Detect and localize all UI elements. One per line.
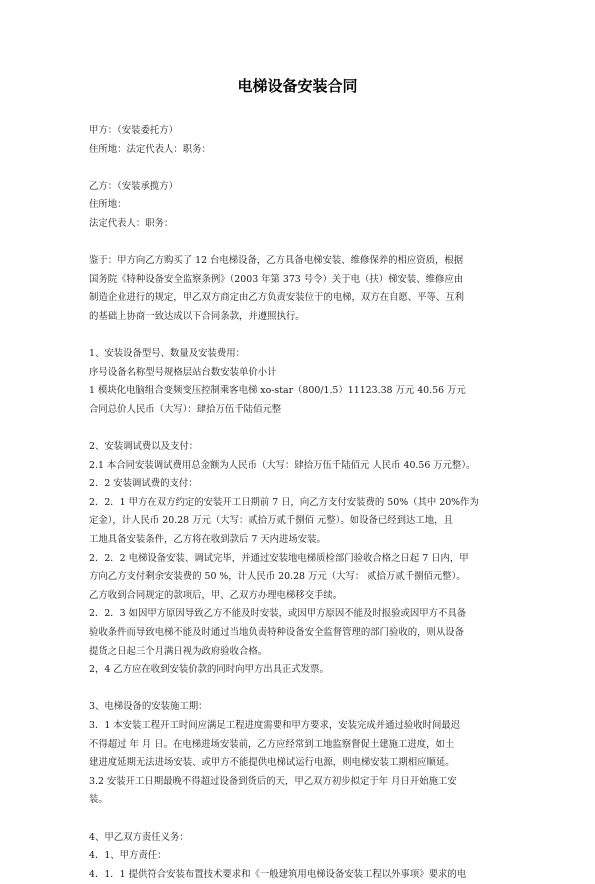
text-line: 不得超过 年 月 日。在电梯进场安装前，乙方应经常到工地监察督促土建施工进度，如土: [89, 738, 455, 750]
text-line: 住所地：: [89, 199, 127, 211]
text-line: 乙方收到合同规定的款项后，甲、乙双方办理电梯移交手续。: [89, 589, 343, 601]
text-line: 住所地：法定代表人：职务：: [89, 143, 211, 155]
text-line: 工地具备安装条件，乙方将在收到款后 7 天内进场安装。: [89, 534, 326, 546]
blank-line: [89, 420, 511, 439]
blank-line: [89, 159, 511, 178]
text-line: 3．1 本安装工程开工时间应满足工程进度需要和甲方要求，安装完成并通过验收时间最迟: [89, 720, 461, 731]
text-line: 的基础上协商一致达成以下合同条款，并遵照执行。: [89, 310, 305, 322]
text-line: 制造企业进行的规定，甲乙双方商定由乙方负责安装位于的电梯，双方在自愿、平等、互利: [89, 292, 465, 304]
text-line: 2.1 本合同安装调试费用总金额为人民币（大写：肆拾万伍千陆佰元 人民币 40.56 万元整）。: [89, 459, 476, 471]
text-line: 验收条件而导致电梯不能及时通过当地负责特种设备安全监督管理的部门验收的，则从设备: [89, 627, 465, 639]
text-line: 甲方：（安装委托方）: [89, 125, 179, 136]
text-line: 3.2 安装开工日期最晚不得超过设备到货后的天，甲乙双方初步拟定于年 月日开始施工安: [89, 775, 457, 787]
text-line: 3、电梯设备的安装施工期：: [89, 701, 208, 713]
blank-line: [89, 680, 511, 699]
text-line: 序号设备名称型号规格层站台数安装单价小计: [89, 366, 277, 378]
text-line: 4．1．1 提供符合安装布置技术要求和《一般建筑用电梯设备安装工程以外事项》要求的电: [89, 868, 467, 880]
blank-line: [89, 327, 511, 346]
text-line: 1 模块化电脑组合变频变压控制乘客电梯 xo-star（800/1.5）11123.38 万元 40.56 万元: [89, 385, 466, 397]
text-line: 定金），计人民币 20.28 万元（大写：贰拾万贰千捌佰 元整）。如设备已经到达工地，且: [89, 515, 453, 527]
blank-line: [89, 810, 511, 829]
text-line: 2．2．3 如因甲方原因导致乙方不能及时安装，或因甲方原因不能及时报验或因甲方不具备: [89, 608, 467, 620]
text-line: 方向乙方支付剩余安装费的 50 %，计人民币 20.28 万元（大写： 贰拾万贰千捌佰元整）。: [89, 571, 466, 583]
text-line: 2．2 安装调试费的支付：: [89, 478, 198, 490]
text-line: 鉴于：甲方向乙方购买了 12 台电梯设备，乙方具备电梯安装、维修保养的相应资质，根据: [89, 255, 464, 267]
text-line: 2、安装调试费以及支付：: [89, 441, 199, 453]
blank-line: [89, 234, 511, 253]
text-line: 2，4 乙方应在收到安装价款的同时向甲方出具正式发票。: [89, 664, 329, 676]
text-line: 建进度延期无法进场安装、或甲方不能提供电梯试运行电源，则电梯安装工期相应顺延。: [89, 757, 455, 769]
text-line: 合同总价人民币（大写）：肆拾万伍千陆佰元整: [89, 403, 282, 415]
text-line: 国务院《特种设备安全监察条例》（2003 年第 373 号令）关于电（扶）梯安装、维修应由: [89, 273, 464, 285]
text-line: 2．2．2 电梯设备安装、调试完毕，并通过安装地电梯质检部门验收合格之日起 7 日内，甲: [89, 552, 469, 564]
text-line: 装。: [89, 794, 108, 806]
document-title: 电梯设备安装合同: [237, 77, 358, 95]
document-body: [89, 122, 511, 884]
text-line: 法定代表人：职务：: [89, 217, 174, 229]
text-line: 4．1、甲方责任：: [89, 850, 167, 862]
text-line: 提货之日起三个月满日视为政府验收合格。: [89, 645, 268, 657]
text-line: 4、甲乙双方责任义务：: [89, 831, 189, 843]
text-line: 2．2．1 甲方在双方约定的安装开工日期前 7 日，向乙方支付安装费的 50%（其中 20%作为: [89, 496, 479, 508]
text-line: 乙方：（安装承揽方）: [89, 180, 179, 192]
text-line: 1、安装设备型号、数量及安装费用：: [89, 348, 245, 360]
